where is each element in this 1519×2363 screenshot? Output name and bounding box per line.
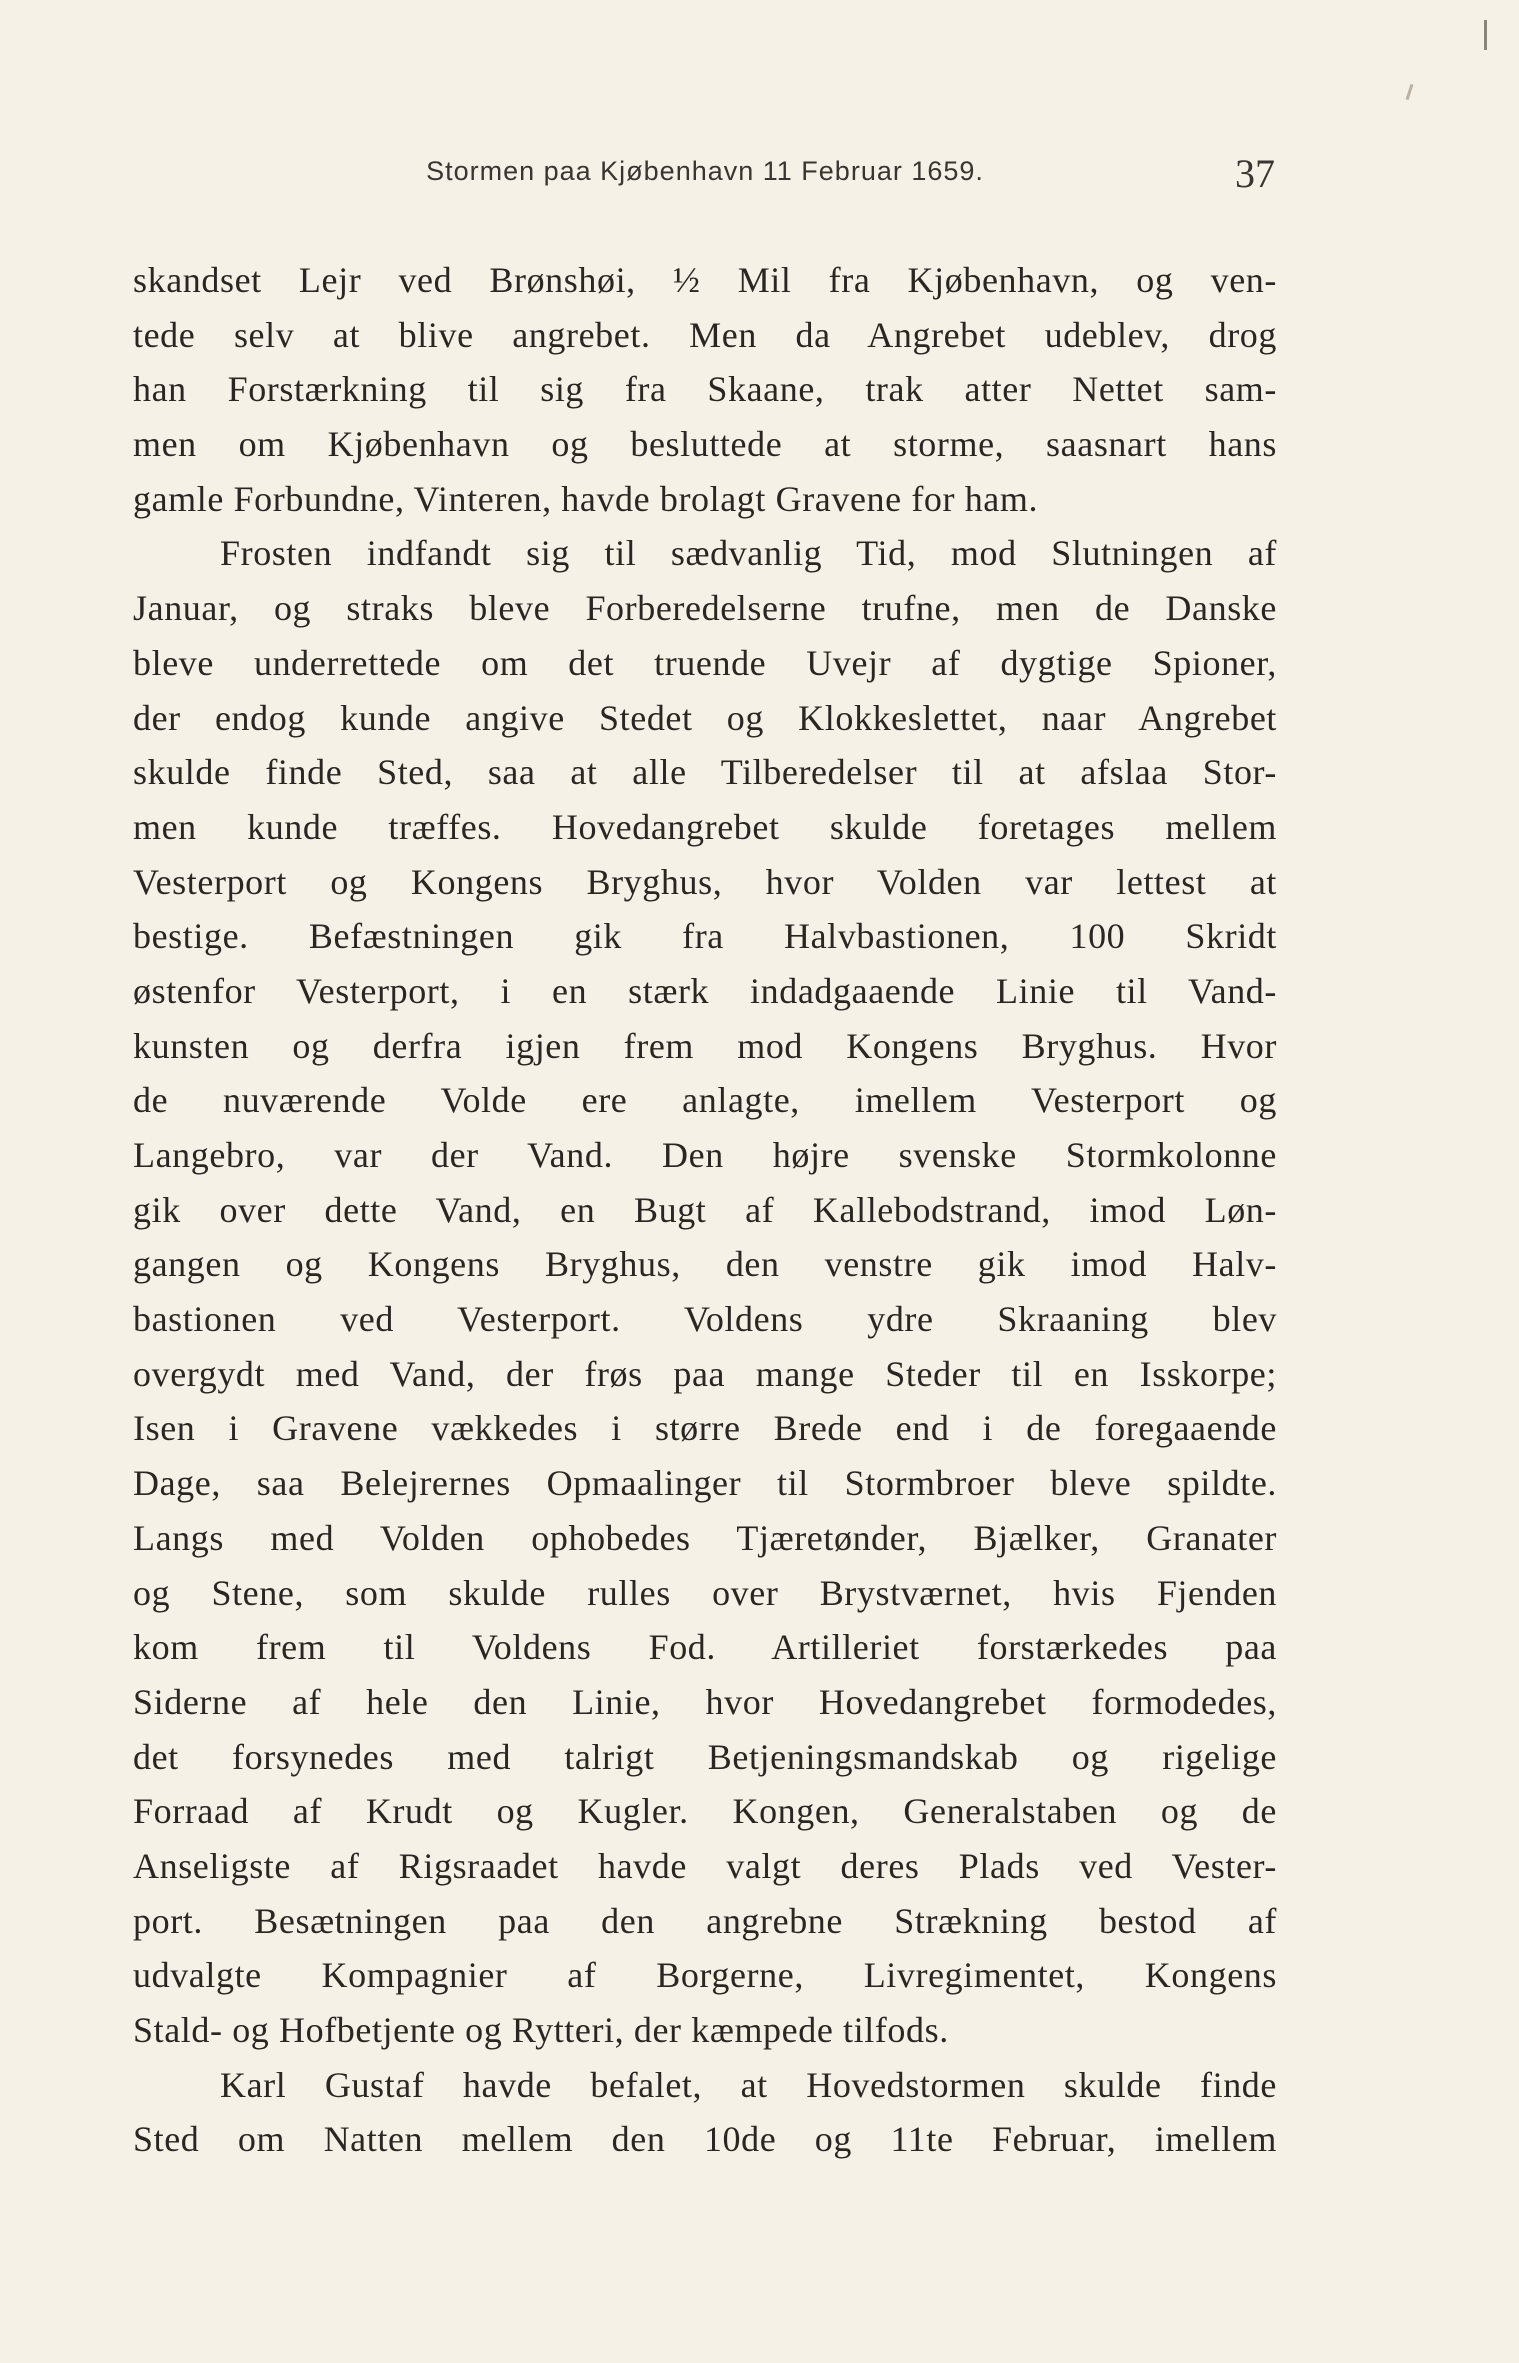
text-line: han Forstærkning til sig fra Skaane, trak atter Nettet sam- (133, 369, 1277, 410)
text-line: de nuværende Volde ere anlagte, imellem Vesterport og (133, 1080, 1277, 1121)
text-line: og Stene, som skulde rulles over Brystværnet, hvis Fjenden (133, 1572, 1277, 1613)
text-line: Frosten indfandt sig til sædvanlig Tid, mod Slutningen af (220, 533, 1277, 574)
text-line: østenfor Vesterport, i en stærk indadgaaende Linie til Vand- (133, 970, 1277, 1011)
running-head (135, 150, 1275, 210)
page-number: 37 (1235, 151, 1275, 196)
body-text (133, 253, 1277, 2167)
text-line: udvalgte Kompagnier af Borgerne, Livregimentet, Kongens (133, 1955, 1277, 1996)
text-line: Dage, saa Belejrernes Opmaalinger til Stormbroer bleve spildte. (133, 1463, 1277, 1504)
text-line: det forsynedes med talrigt Betjeningsmandskab og rigelige (133, 1736, 1277, 1777)
text-line: bestige. Befæstningen gik fra Halvbastionen, 100 Skridt (133, 916, 1277, 957)
text-line: kom frem til Voldens Fod. Artilleriet forstærkedes paa (133, 1627, 1277, 1668)
text-line: gik over dette Vand, en Bugt af Kallebodstrand, imod Løn- (133, 1189, 1277, 1230)
text-line: Isen i Gravene vækkedes i større Brede end i de foregaaende (133, 1408, 1277, 1449)
text-line: Januar, og straks bleve Forberedelserne trufne, men de Danske (133, 588, 1277, 629)
page-speck (1406, 84, 1414, 100)
text-line: tede selv at blive angrebet. Men da Angrebet udeblev, drog (133, 314, 1277, 355)
text-line: bleve underrettede om det truende Uvejr af dygtige Spioner, (133, 642, 1277, 683)
text-line: gangen og Kongens Bryghus, den venstre gik imod Halv- (133, 1244, 1277, 1285)
text-line: Langs med Volden ophobedes Tjæretønder, Bjælker, Granater (133, 1517, 1277, 1558)
text-line: Siderne af hele den Linie, hvor Hovedangrebet formodedes, (133, 1681, 1277, 1722)
text-line: Stald- og Hofbetjente og Rytteri, der kæmpede tilfods. (133, 2010, 949, 2050)
text-line: Langebro, var der Vand. Den højre svenske Stormkolonne (133, 1135, 1277, 1175)
text-line: men om Kjøbenhavn og besluttede at storme, saasnart hans (133, 424, 1277, 465)
text-line: Vesterport og Kongens Bryghus, hvor Volden var lettest at (133, 861, 1277, 902)
text-line: Sted om Natten mellem den 10de og 11te Februar, imellem (133, 2119, 1277, 2160)
text-line: kunsten og derfra igjen frem mod Kongens Bryghus. Hvor (133, 1025, 1277, 1066)
text-line: Karl Gustaf havde befalet, at Hovedstormen skulde finde (220, 2064, 1277, 2105)
text-line: gamle Forbundne, Vinteren, havde brolagt Gravene for ham. (133, 478, 1039, 519)
text-line: skulde finde Sted, saa at alle Tilberedelser til at afslaa Stor- (133, 752, 1277, 793)
running-title: Stormen paa Kjøbenhavn 11 Februar 1659. (426, 156, 984, 186)
page-edge-mark (1484, 20, 1487, 50)
text-line: overgydt med Vand, der frøs paa mange Steder til en Isskorpe; (133, 1353, 1277, 1394)
text-line: Anseligste af Rigsraadet havde valgt deres Plads ved Vester- (133, 1845, 1277, 1886)
text-line: port. Besætningen paa den angrebne Strækning bestod af (133, 1900, 1277, 1941)
text-line: skandset Lejr ved Brønshøi, ½ Mil fra Kjøbenhavn, og ven- (133, 260, 1277, 300)
text-line: der endog kunde angive Stedet og Klokkeslettet, naar Angrebet (133, 697, 1277, 738)
text-line: Forraad af Krudt og Kugler. Kongen, Generalstaben og de (133, 1791, 1277, 1832)
text-line: bastionen ved Vesterport. Voldens ydre Skraaning blev (133, 1299, 1277, 1340)
text-line: men kunde træffes. Hovedangrebet skulde foretages mellem (133, 806, 1277, 847)
